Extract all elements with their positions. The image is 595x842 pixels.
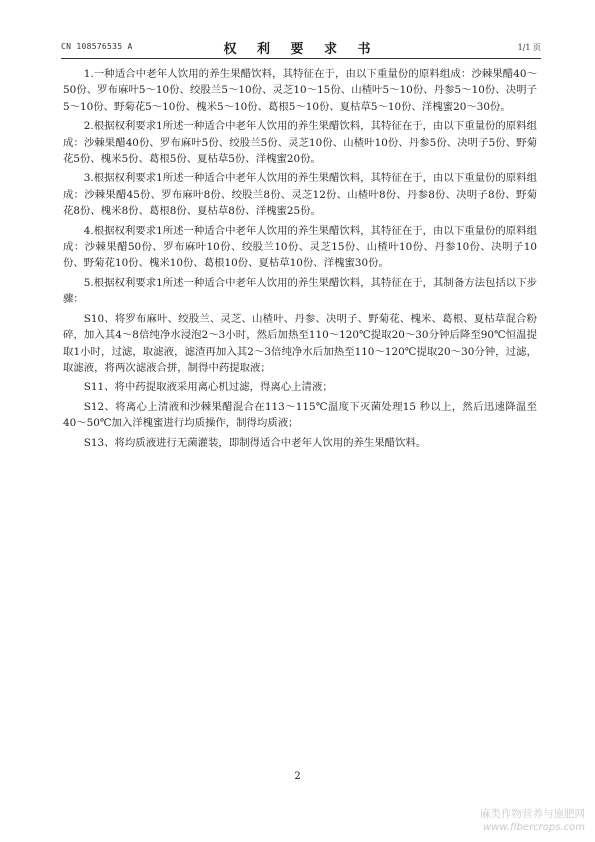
publication-number: CN 108576535 A — [61, 42, 133, 51]
claim-3: 3.根据权利要求1所述一种适合中老年人饮用的养生果醋饮料，其特征在于，由以下重量份的原料组成：沙棘果醋45份、罗布麻叶8份、绞股兰8份、灵芝12份、山楂叶8份、丹参8份、决明子8份、野菊花8份、槐米8份、葛根8份、夏枯草8份、洋槐蜜25份。 — [63, 172, 537, 218]
claim-2: 2.根据权利要求1所述一种适合中老年人饮用的养生果醋饮料，其特征在于，由以下重量份的原料组成：沙棘果醋40份、罗布麻叶5份、绞股兰5份、灵芝10份、山楂叶10份、丹参5份、决明子5份、野菊花5份、槐米5份、葛根5份、夏枯草5份、洋槐蜜20份。 — [63, 120, 537, 166]
claim-1: 1.一种适合中老年人饮用的养生果醋饮料，其特征在于，由以下重量份的原料组成：沙棘果醋40～50份、罗布麻叶5～10份、绞股兰5～10份、灵芝10～15份、山楂叶5～10份、丹参5～10份、决明子5～10份、野菊花5～10份、槐米5～10份、葛根5～10份、夏枯草5～10份、洋槐蜜20～30份。 — [63, 68, 537, 113]
step-s11: S11、将中药提取液采用离心机过滤，得离心上清液； — [83, 381, 333, 394]
claim-5: 5.根据权利要求1所述一种适合中老年人饮用的养生果醋饮料，其特征在于，其制备方法包括以下步骤： — [63, 276, 537, 306]
step-s13: S13、将均质液进行无菌灌装，即制得适合中老年人饮用的养生果醋饮料。 — [83, 436, 427, 449]
page-number: 2 — [294, 771, 301, 782]
page-count: 1/1 页 — [517, 43, 541, 52]
site-watermark — [480, 808, 585, 834]
header-divider — [61, 58, 541, 59]
claim-4: 4.根据权利要求1所述一种适合中老年人饮用的养生果醋饮料，其特征在于，由以下重量份的原料组成：沙棘果醋50份、罗布麻叶10份、绞股兰10份、灵芝15份、山楂叶10份、丹参10份、决明子10份、野菊花10份、槐米10份、葛根10份、夏枯草10份、洋槐蜜30份。 — [63, 224, 537, 270]
watermark-site-name: 麻类作物营养与施肥网 — [480, 808, 585, 820]
page-header — [61, 38, 541, 58]
step-s12: S12、将离心上清液和沙棘果醋混合在113～115℃温度下灭菌处理15 秒以上，然后迅速降温至40～50℃加入洋槐蜜进行均质操作，制得均质液； — [63, 400, 537, 430]
step-s10: S10、将罗布麻叶、绞股兰、灵芝、山楂叶、丹参、决明子、野菊花、槐米、葛根、夏枯草混合粉碎，加入其4～8倍纯净水浸泡2～3小时，然后加热至110～120℃提取20～30分钟后降至90℃恒温提取1小时，过滤，取滤液，滤渣再加入其2～3倍纯净水后加热至110～120℃提取20～30分钟，过滤，取滤液，将两次滤液合拼，制得中药提取液； — [63, 312, 537, 374]
watermark-site-url: www.fibercrops.com — [483, 822, 585, 833]
document-title: 权 利 要 求 书 — [223, 42, 379, 57]
claims-body — [63, 66, 537, 454]
